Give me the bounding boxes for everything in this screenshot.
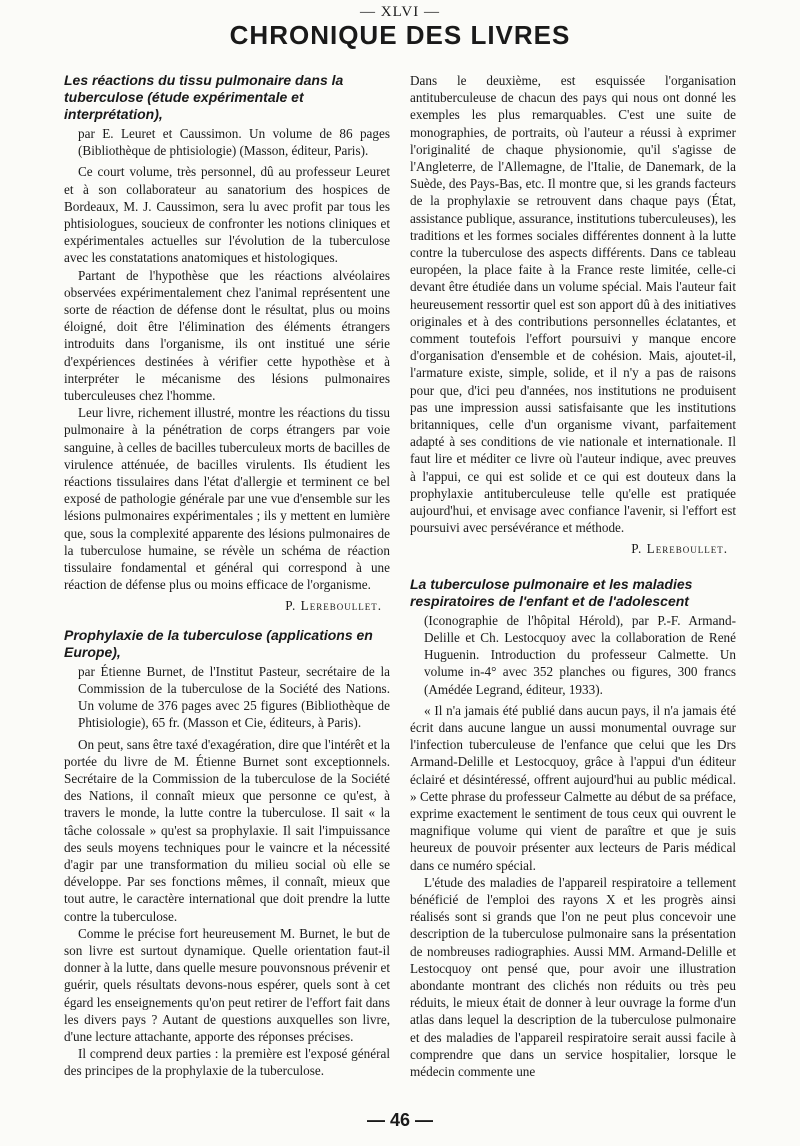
section-title: CHRONIQUE DES LIVRES [229,20,571,50]
left-column [64,72,390,1092]
review-3-para-1: « Il n'a jamais été publié dans aucun pays, il n'a jamais été écrit dans aucune langue un aussi monumental ouvrage sur l'infection tuberculeuse de l'enfance que celui que les Drs Armand-Delille et Lestocquoy, grâce à l'appui d'un éditeur éclairé et désintéressé, offrent aujourd'hui au public médical. » Cette phrase du professeur Calmette au début de sa préface, exprime exactement le sentiment de tous ceux qui ouvrent le magnifique volume qui vient de paraître et que je suis heureux de pouvoir présenter aux lecteurs de Paris médical dans ce numéro spécial. [410,702,736,873]
review-2-para-3: Il comprend deux parties : la première est l'exposé général des principes de la prophylaxie de la tuberculose. [64,1046,390,1079]
review-2-title: Prophylaxie de la tuberculose (applications en Europe), [64,626,373,660]
review-1-para-1: Ce court volume, très personnel, dû au professeur Leuret et à son collaborateur au sanatorium des hospices de Bordeaux, M. J. Caussimon, sera lu avec profit par tous les phtisiologues, soucieux de confronter les notions cliniques et expérimentales actuelles sur l'évolution de la tuberculose avec les constatations anatomiques et histologiques. [64,164,390,266]
review-1-para-2: Partant de l'hypothèse que les réactions alvéolaires observées expérimentalement chez l'animal représentent une sorte de réaction de défense dont le résultat, plus ou moins éloigné, doit être l'élimination des éléments étrangers introduits dans l'organisme, ils ont institué une série d'expériences destinées à vérifier cette hypothèse et à interpréter le mécanisme des lésions pulmonaires tuberculeuses chez l'homme. [64,267,390,404]
page-roman-number: — XLVI — [360,4,440,20]
page-number: — 46 — [366,1110,434,1130]
review-3-title: La tuberculose pulmonaire et les maladies respiratoires de l'enfant et de l'adolescent [410,575,693,609]
review-2-continued [410,72,736,558]
review-1-meta: par E. Leuret et Caussimon. Un volume de 86 pages (Bibliothèque de phtisiologie) (Masson, éditeur, Paris). [78,126,390,159]
review-1 [64,72,390,615]
review-1-signature: P. Lereboullet. [285,598,382,614]
review-1-title: Les réactions du tissu pulmonaire dans la tuberculose (étude expérimentale et interprétation), [64,72,344,122]
review-3 [410,576,736,1080]
review-2-signature: P. Lereboullet. [631,541,728,557]
review-2-meta: par Étienne Burnet, de l'Institut Pasteur, secrétaire de la Commission de la tuberculose de la Société des Nations. Un volume de 376 pages avec 25 figures (Bibliothèque de Phtisiologie), 65 fr. (Masson et Cie, éditeurs, à Paris). [78,663,390,731]
review-2 [64,627,390,1080]
review-3-para-2: L'étude des maladies de l'appareil respiratoire a tellement bénéficié de l'emploi des rayons X et les progrès ainsi réalisés sont si grands que l'on ne peut plus concevoir une description de la tuberculose pulmonaire sans la présentation de nombreuses radiographies. Aussi MM. Armand-Delille et Lestocquoy ont pensé que, pour avoir une illustration abondante montrant des clichés non réduits ou très peu réduits, le mieux était de donner à leur ouvrage la forme d'un atlas dans lequel la description de la tuberculose pulmonaire et des maladies de l'appareil respiratoire serait aussi facile à comprendre que dans un service hospitalier, lorsque le médecin commente une [410,874,736,1079]
review-2-para-1: On peut, sans être taxé d'exagération, dire que l'intérêt et la portée du livre de M. Étienne Burnet sont exceptionnels. Secrétaire de la Commission de la tuberculose de la Société des Nations, il connaît mieux que personne ce qu'est, à travers le monde, la lutte contre la tuberculose. Il sait « la tâche colossale » qu'est sa prophylaxie. Il sait l'impuissance des seuls moyens techniques pour le vaincre et la nécessité d'agir par une transformation du milieu social où elle se développe. Par ses fonctions mêmes, il connaît, mieux que tout autre, le caractère international que doit prendre la lutte contre la tuberculose. [64,736,390,924]
right-column [410,72,736,1092]
review-2-para-2: Comme le précise fort heureusement M. Burnet, le but de son livre est surtout dynamique. Quelle orientation faut-il donner à la lutte, dans quelle mesure pouvonsnous prévenir et guérir, quels résultats devons-nous espérer, quels sont à cet égard les enseignements qu'on peut retirer de l'effort fait dans les divers pays ? Autant de questions auxquelles son livre, d'une lecture attachante, apporte des réponses précises. [64,925,390,1044]
review-3-meta: (Iconographie de l'hôpital Hérold), par P.-F. Armand-Delille et Ch. Lestocquoy avec la collaboration de René Huguenin. Introduction du professeur Calmette. Un volume in-4° avec 352 planches ou figures, 300 francs (Amédée Legrand, éditeur, 1933). [424,612,736,697]
review-1-para-3: Leur livre, richement illustré, montre les réactions du tissu pulmonaire à la pénétration de corps étrangers par voie sanguine, à celles de bacilles tuberculeux morts de bacilles de virulence atténuée, de bacilles virulents. Ils étudient les réactions tissulaires dans l'état d'allergie et terminent ce bel exposé de pathologie générale par une vue d'ensemble sur les lésions pulmonaires expérimentales ; ils y mettent en lumière que, sous la complexité apparente des lésions pulmonaires de la tuberculose humaine, se révèle un schéma de réaction tissulaire fondamental et général qui correspond à une réaction de défense plus ou moins efficace de l'organisme. [64,405,390,593]
review-2-continuation: Dans le deuxième, est esquissée l'organisation antituberculeuse de chacun des pays qui nous ont donné les exemples les plus remarquables. C'est une suite de monographies, de portraits, où l'auteur a réussi à exprimer l'originalité de chaque physionomie, qu'il s'agisse de l'Angleterre, de l'Allemagne, de l'Italie, de Danemark, de la Suède, des Pays-Bas, etc. Il montre que, si les grands facteurs de la prophylaxie se retrouvent dans chaque pays (État, assistance publique, assurance, institutions tuberculeuses), les traditions et les formes sociales différentes donnent à la lutte contre la tuberculose des aspects différents. Dans ce tableau européen, la place faite à la France reste limitée, celle-ci devant être étudiée dans un volume spécial. Mais l'auteur fait heureusement ressortir quel est son apport dû à des initiatives originales et à des contributions personnelles éclatantes, et comment toutefois l'effort poursuivi y manque encore d'organisation d'ensemble et de cohésion. Mais, ajoutet-il, l'armature existe, simple, solide, et il n'y a pas de raisons pour que, d'ici peu d'années, nos institutions ne produisent pas une impression aussi satisfaisante que les institutions britanniques, celle d'un organisme vivant, parfaitement adapté à ses conditions de vie nationale et internationale. Il faut lire et méditer ce livre où l'auteur indique, avec preuves à l'appui, ce qui est solide et ce qui est douteux dans la prophylaxie antituberculeuse telle qu'elle est pratiquée aujourd'hui, et envisage avec confiance l'avenir, si l'effort est poursuivi avec persévérance et méthode. [410,73,736,536]
